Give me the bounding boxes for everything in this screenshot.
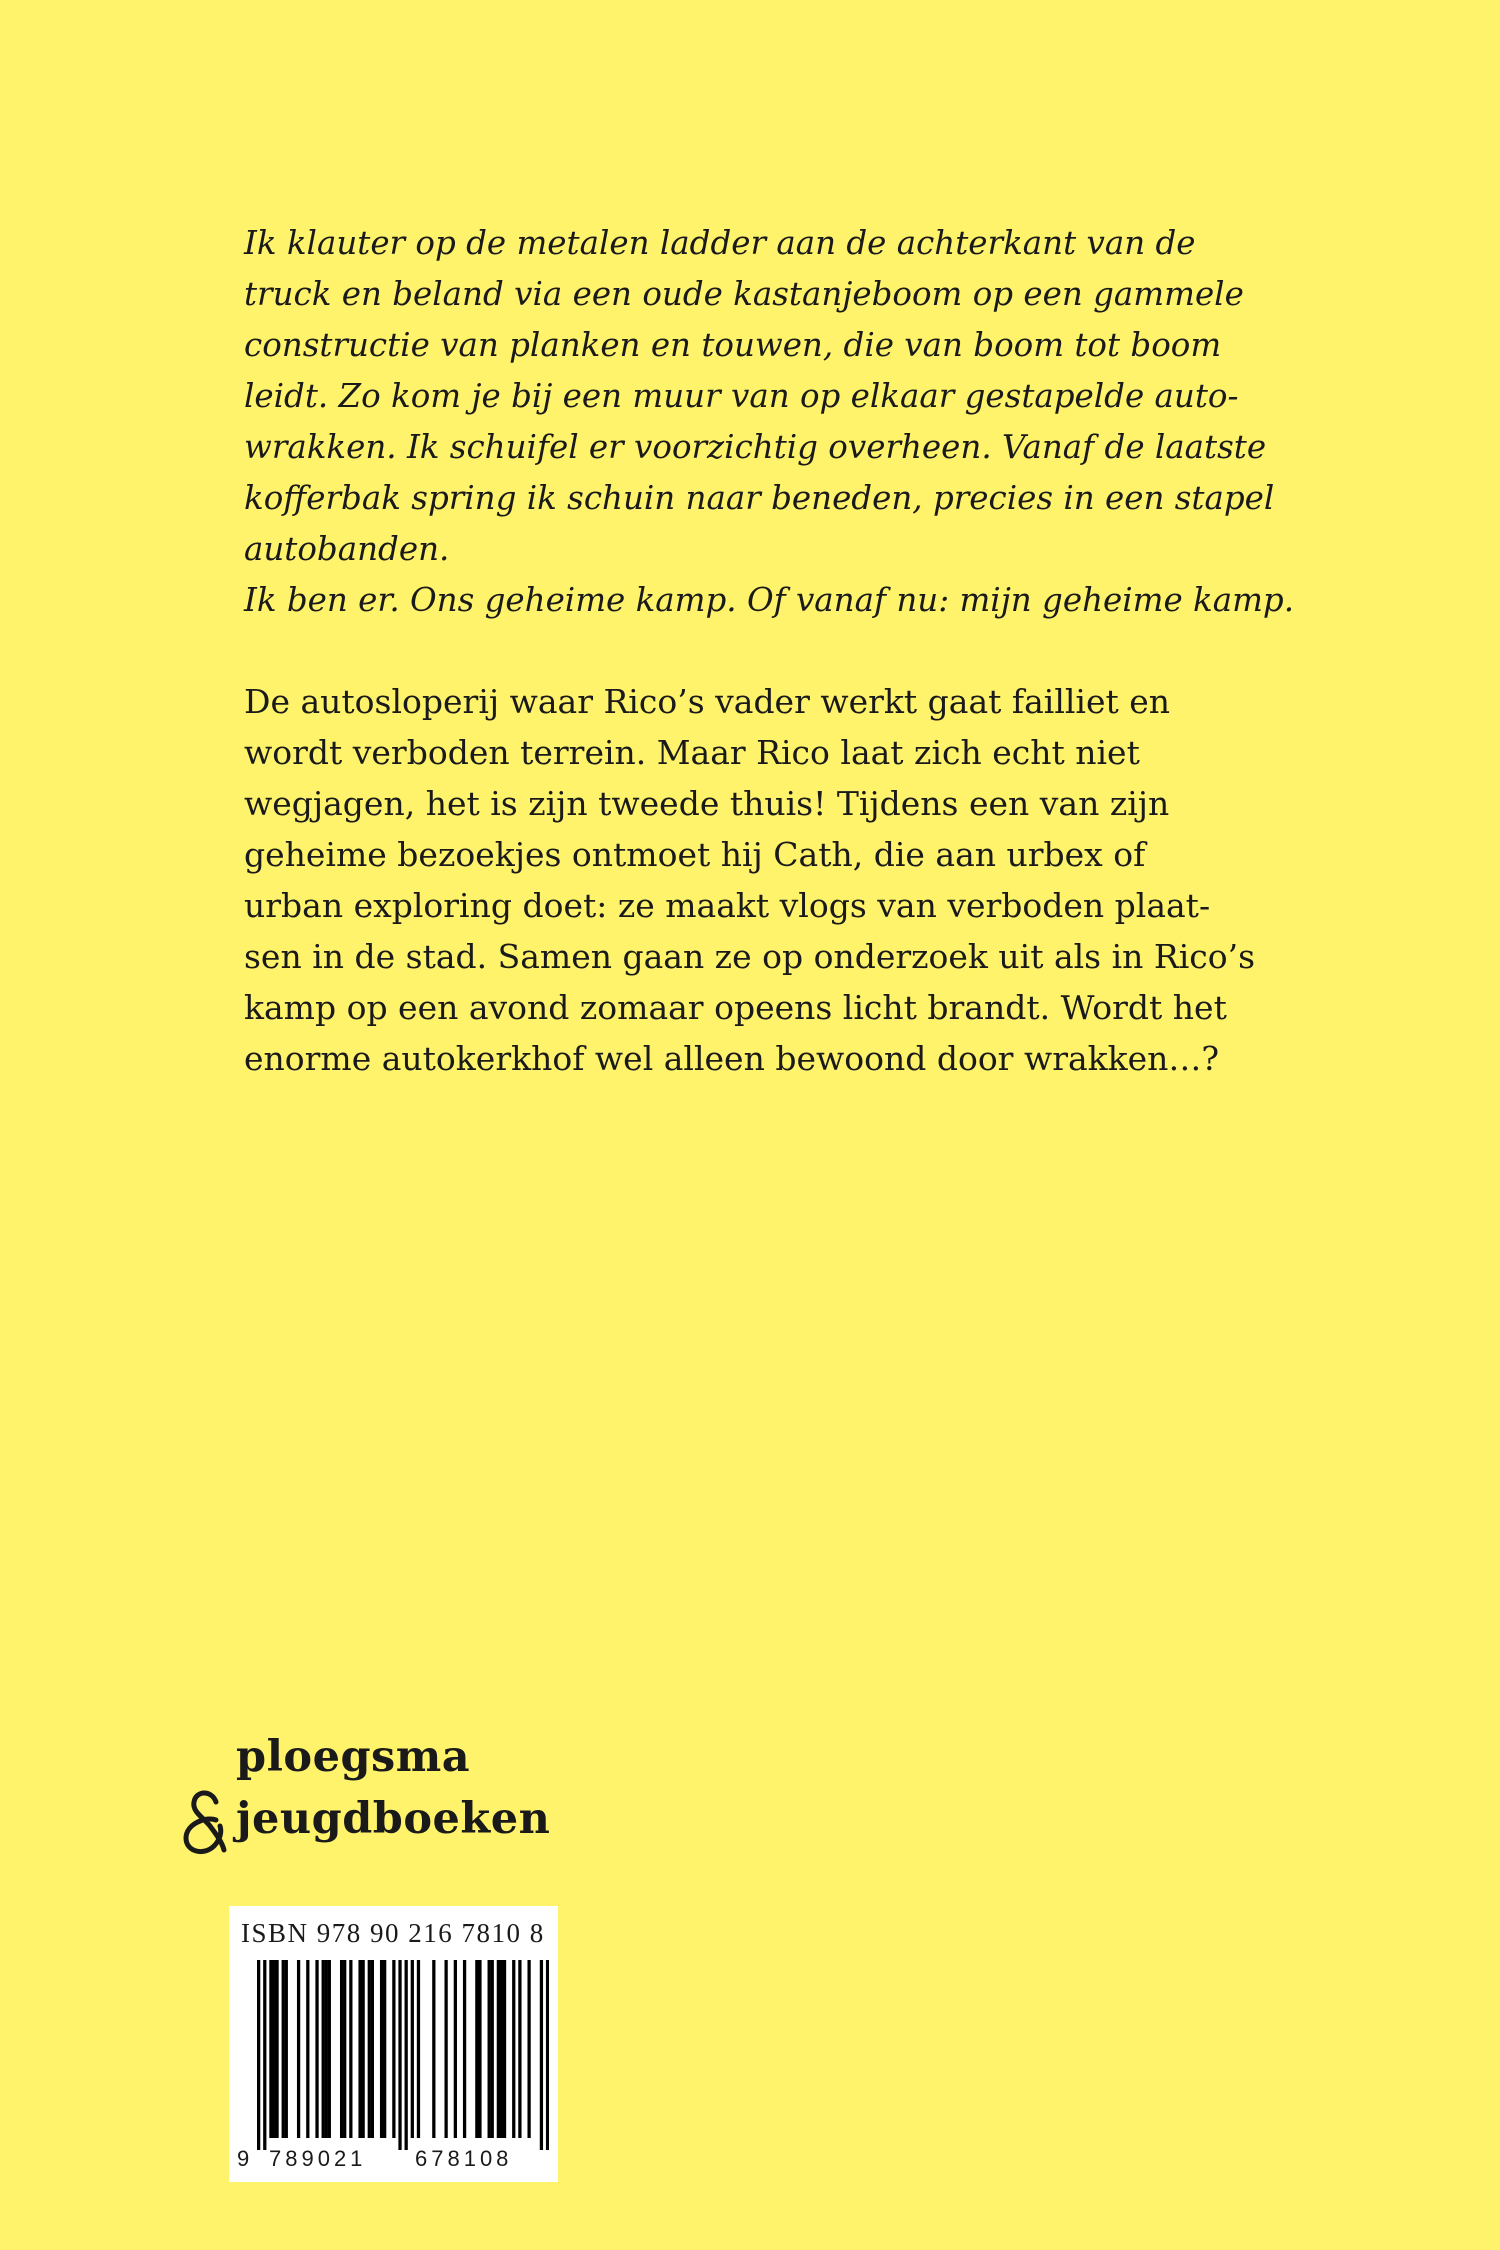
barcode-group-right: 678108 [415,2146,513,2171]
barcode-bar [315,1960,318,2138]
blurb-line: sen in de stad. Samen gaan ze op onderzoek uit als in Rico’s [244,937,1256,976]
barcode-bar [362,1960,365,2138]
barcode-bar [380,1960,383,2138]
barcode-bar [500,1960,503,2138]
excerpt-line: leidt. Zo kom je bij een muur van op elkaar gestapelde auto- [244,377,1239,415]
excerpt-line: Ik ben er. Ons geheime kamp. Of vanaf nu: mijn geheime kamp. [244,581,1295,619]
blurb-line: De autosloperij waar Rico’s vader werkt gaat failliet en [244,682,1171,721]
barcode-bar [349,1960,352,2138]
barcode-bar [306,1960,309,2138]
blurb-line: wordt verboden terrein. Maar Rico laat zich echt niet [244,733,1140,772]
barcode-bar [343,1960,346,2138]
excerpt-line: Ik klauter op de metalen ladder aan de achterkant van de [244,224,1196,262]
barcode-bar [328,1960,331,2138]
barcode-bar [282,1960,285,2138]
barcode-bar [518,1960,521,2138]
barcode-bar [371,1960,374,2138]
barcode-bar [497,1960,500,2138]
barcode-bar [475,1960,478,2138]
barcode-bar [257,1960,260,2150]
barcode-bar [358,1960,361,2138]
excerpt-line: wrakken. Ik schuifel er voorzichtig overheen. Vanaf de laatste [244,428,1267,466]
publisher-name-line2: jeugdboeken [236,1794,551,1844]
blurb-line: enorme autokerkhof wel alleen bewoond door wrakken…? [244,1039,1220,1078]
barcode-first-digit: 9 [237,2146,250,2171]
barcode-bar [392,1960,395,2138]
barcode-bar [411,1960,414,2138]
ampersand-icon [176,1780,232,1860]
barcode-group-left: 789021 [269,2146,367,2171]
excerpt-line: autobanden. [244,530,450,568]
barcode-bar [275,1960,278,2138]
excerpt-italic [244,218,1324,626]
barcode-bar [527,1960,530,2138]
barcode-bar [269,1960,272,2138]
barcode-bar [417,1960,420,2138]
barcode-bar [540,1960,543,2150]
barcode-bar [478,1960,481,2138]
barcode-bar [512,1960,515,2138]
barcode-bar [491,1960,494,2138]
barcode-bar [285,1960,288,2138]
isbn-label: ISBN 978 90 216 7810 8 [241,1918,545,1948]
barcode-bar [398,1960,401,2150]
blurb-line: urban exploring doet: ze maakt vlogs van verboden plaat- [244,886,1211,925]
barcode-bar [463,1960,466,2138]
barcode-bar [297,1960,300,2138]
excerpt-line: kofferbak spring ik schuin naar beneden, precies in een stapel [244,479,1275,517]
barcode-bar [432,1960,435,2138]
barcode-bar [454,1960,457,2138]
book-blurb [244,676,1324,1084]
barcode-bar [503,1960,506,2138]
barcode [229,1906,558,2182]
blurb-line: geheime bezoekjes ontmoet hij Cath, die aan urbex of [244,835,1146,874]
blurb-line: kamp op een avond zomaar opeens licht brandt. Wordt het [244,988,1227,1027]
barcode-bar [322,1960,325,2138]
barcode-bar [263,1960,266,2150]
barcode-bar [546,1960,549,2150]
barcode-bar [488,1960,491,2138]
barcode-bar [272,1960,275,2138]
publisher-name-line1: ploegsma [236,1732,471,1782]
barcode-bars [257,1960,549,2150]
excerpt-line: truck en beland via een oude kastanjeboom op een gammele [244,275,1244,313]
excerpt-line: constructie van planken en touwen, die van boom tot boom [244,326,1222,364]
barcode-bar [368,1960,371,2138]
barcode-bar [340,1960,343,2138]
barcode-bar [325,1960,328,2138]
barcode-bar [383,1960,386,2138]
blurb-line: wegjagen, het is zijn tweede thuis! Tijdens een van zijn [244,784,1170,823]
barcode-bar [405,1960,408,2150]
barcode-bar [444,1960,447,2138]
